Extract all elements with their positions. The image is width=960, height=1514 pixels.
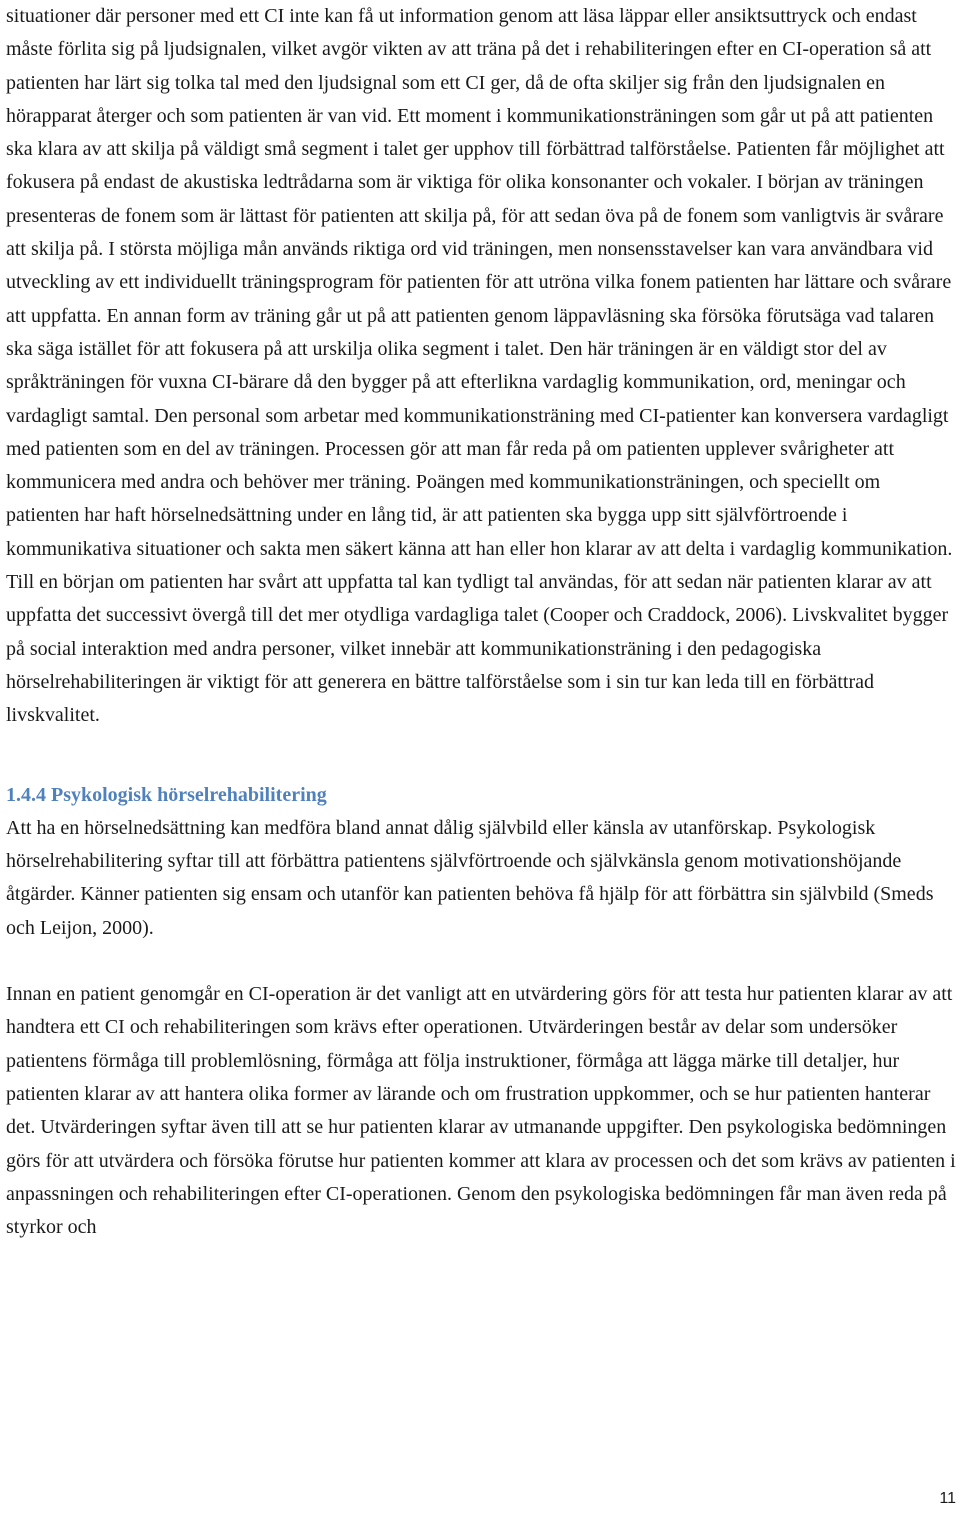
section-heading: 1.4.4 Psykologisk hörselrehabilitering xyxy=(6,783,327,806)
page-number: 11 xyxy=(939,1490,956,1507)
body-paragraph-communication-training: situationer där personer med ett CI inte kan få ut information genom att läsa läppar eller ansiktsuttryck och endast måste förlita sig på ljudsignalen, vilket avgör vikten av att träna på det i rehabiliteringen efter en CI-operation så att patienten har lärt sig tolka tal med den ljudsignal som ett CI ger, då de ofta skiljer sig från den ljudsignalen en hörapparat återger och som patienten är van vid. Ett moment i kommunikationsträningen som går ut på att patienten ska klara av att skilja på väldigt små segment i talet ger upphov till förbättrad talförståelse. Patienten får möjlighet att fokusera på endast de akustiska ledtrådarna som är viktiga för olika konsonanter och vokaler. I början av träningen presenteras de fonem som är lättast för patienten att skilja på, för att sedan öva på de fonem som vanligtvis är svårare att skilja på. I största möjliga mån används riktiga ord vid träningen, men nonsensstavelser kan vara användbara vid utveckling av ett individuellt träningsprogram för patienten för att utröna vilka fonem patienten har lättare och svårare att uppfatta. En annan form av träning går ut på att patienten genom läppavläsning ska försöka förutsäga vad talaren ska säga istället för att fokusera på att urskilja olika segment i talet. Den här träningen är en väldigt stor del av språkträningen för vuxna CI-bärare då den bygger på att efterlikna vardaglig kommunikation, ord, meningar och vardagligt samtal. Den personal som arbetar med kommunikationsträning med CI-patienter kan konversera vardagligt med patienten som en del av träningen. Processen gör att man får reda på om patienten upplever svårigheter att kommunicera med andra och behöver mer träning. Poängen med kommunikationsträningen, och speciellt om patienten har haft hörselnedsättning under en lång tid, är att patienten ska bygga upp sitt självförtroende i kommunikativa situationer och sakta men säkert känna att han eller hon klarar av att delta i vardaglig kommunikation. Till en början om patienten har svårt att uppfatta tal kan tydligt tal användas, för att sedan när patienten klarar av att uppfatta det successivt övergå till det mer otydliga vardagliga talet (Cooper och Craddock, 2006). Livskvalitet bygger på social interaktion med andra personer, vilket innebär att kommunikationsträning i den pedagogiska hörselrehabiliteringen är viktigt för att generera en bättre talförståelse som i sin tur kan leda till en förbättrad livskvalitet. xyxy=(6,5,953,727)
body-paragraph-evaluation: Innan en patient genomgår en CI-operation är det vanligt att en utvärdering görs för att testa hur patienten klarar av att handtera ett CI och rehabiliteringen som krävs efter operationen. Utvärderingen består av delar som undersöker patientens förmåga till problemlösning, förmåga att följa instruktioner, förmåga att lägga märke till detaljer, hur patienten klarar av att hantera olika former av lärande och om frustration uppkommer, och se hur patienten hanterar det. Utvärderingen syftar även till att se hur patienten klarar av utmanande uppgifter. Den psykologiska bedömningen görs för att utvärdera och försöka förutse hur patienten kommer att klara av processen och det som krävs av patienten i anpassningen och rehabiliteringen efter CI-operationen. Genom den psykologiska bedömningen får man även reda på styrkor och xyxy=(6,983,956,1239)
body-paragraph-psychological-rehab: Att ha en hörselnedsättning kan medföra bland annat dålig självbild eller känsla av utanförskap. Psykologisk hörselrehabilitering syftar till att förbättra patientens självförtroende och självkänsla genom motivationshöjande åtgärder. Känner patienten sig ensam och utanför kan patienten behöva få hjälp för att förbättra sin självbild (Smeds och Leijon, 2000). xyxy=(6,816,934,939)
document-page xyxy=(6,0,956,1244)
paragraph-gap xyxy=(6,945,956,978)
